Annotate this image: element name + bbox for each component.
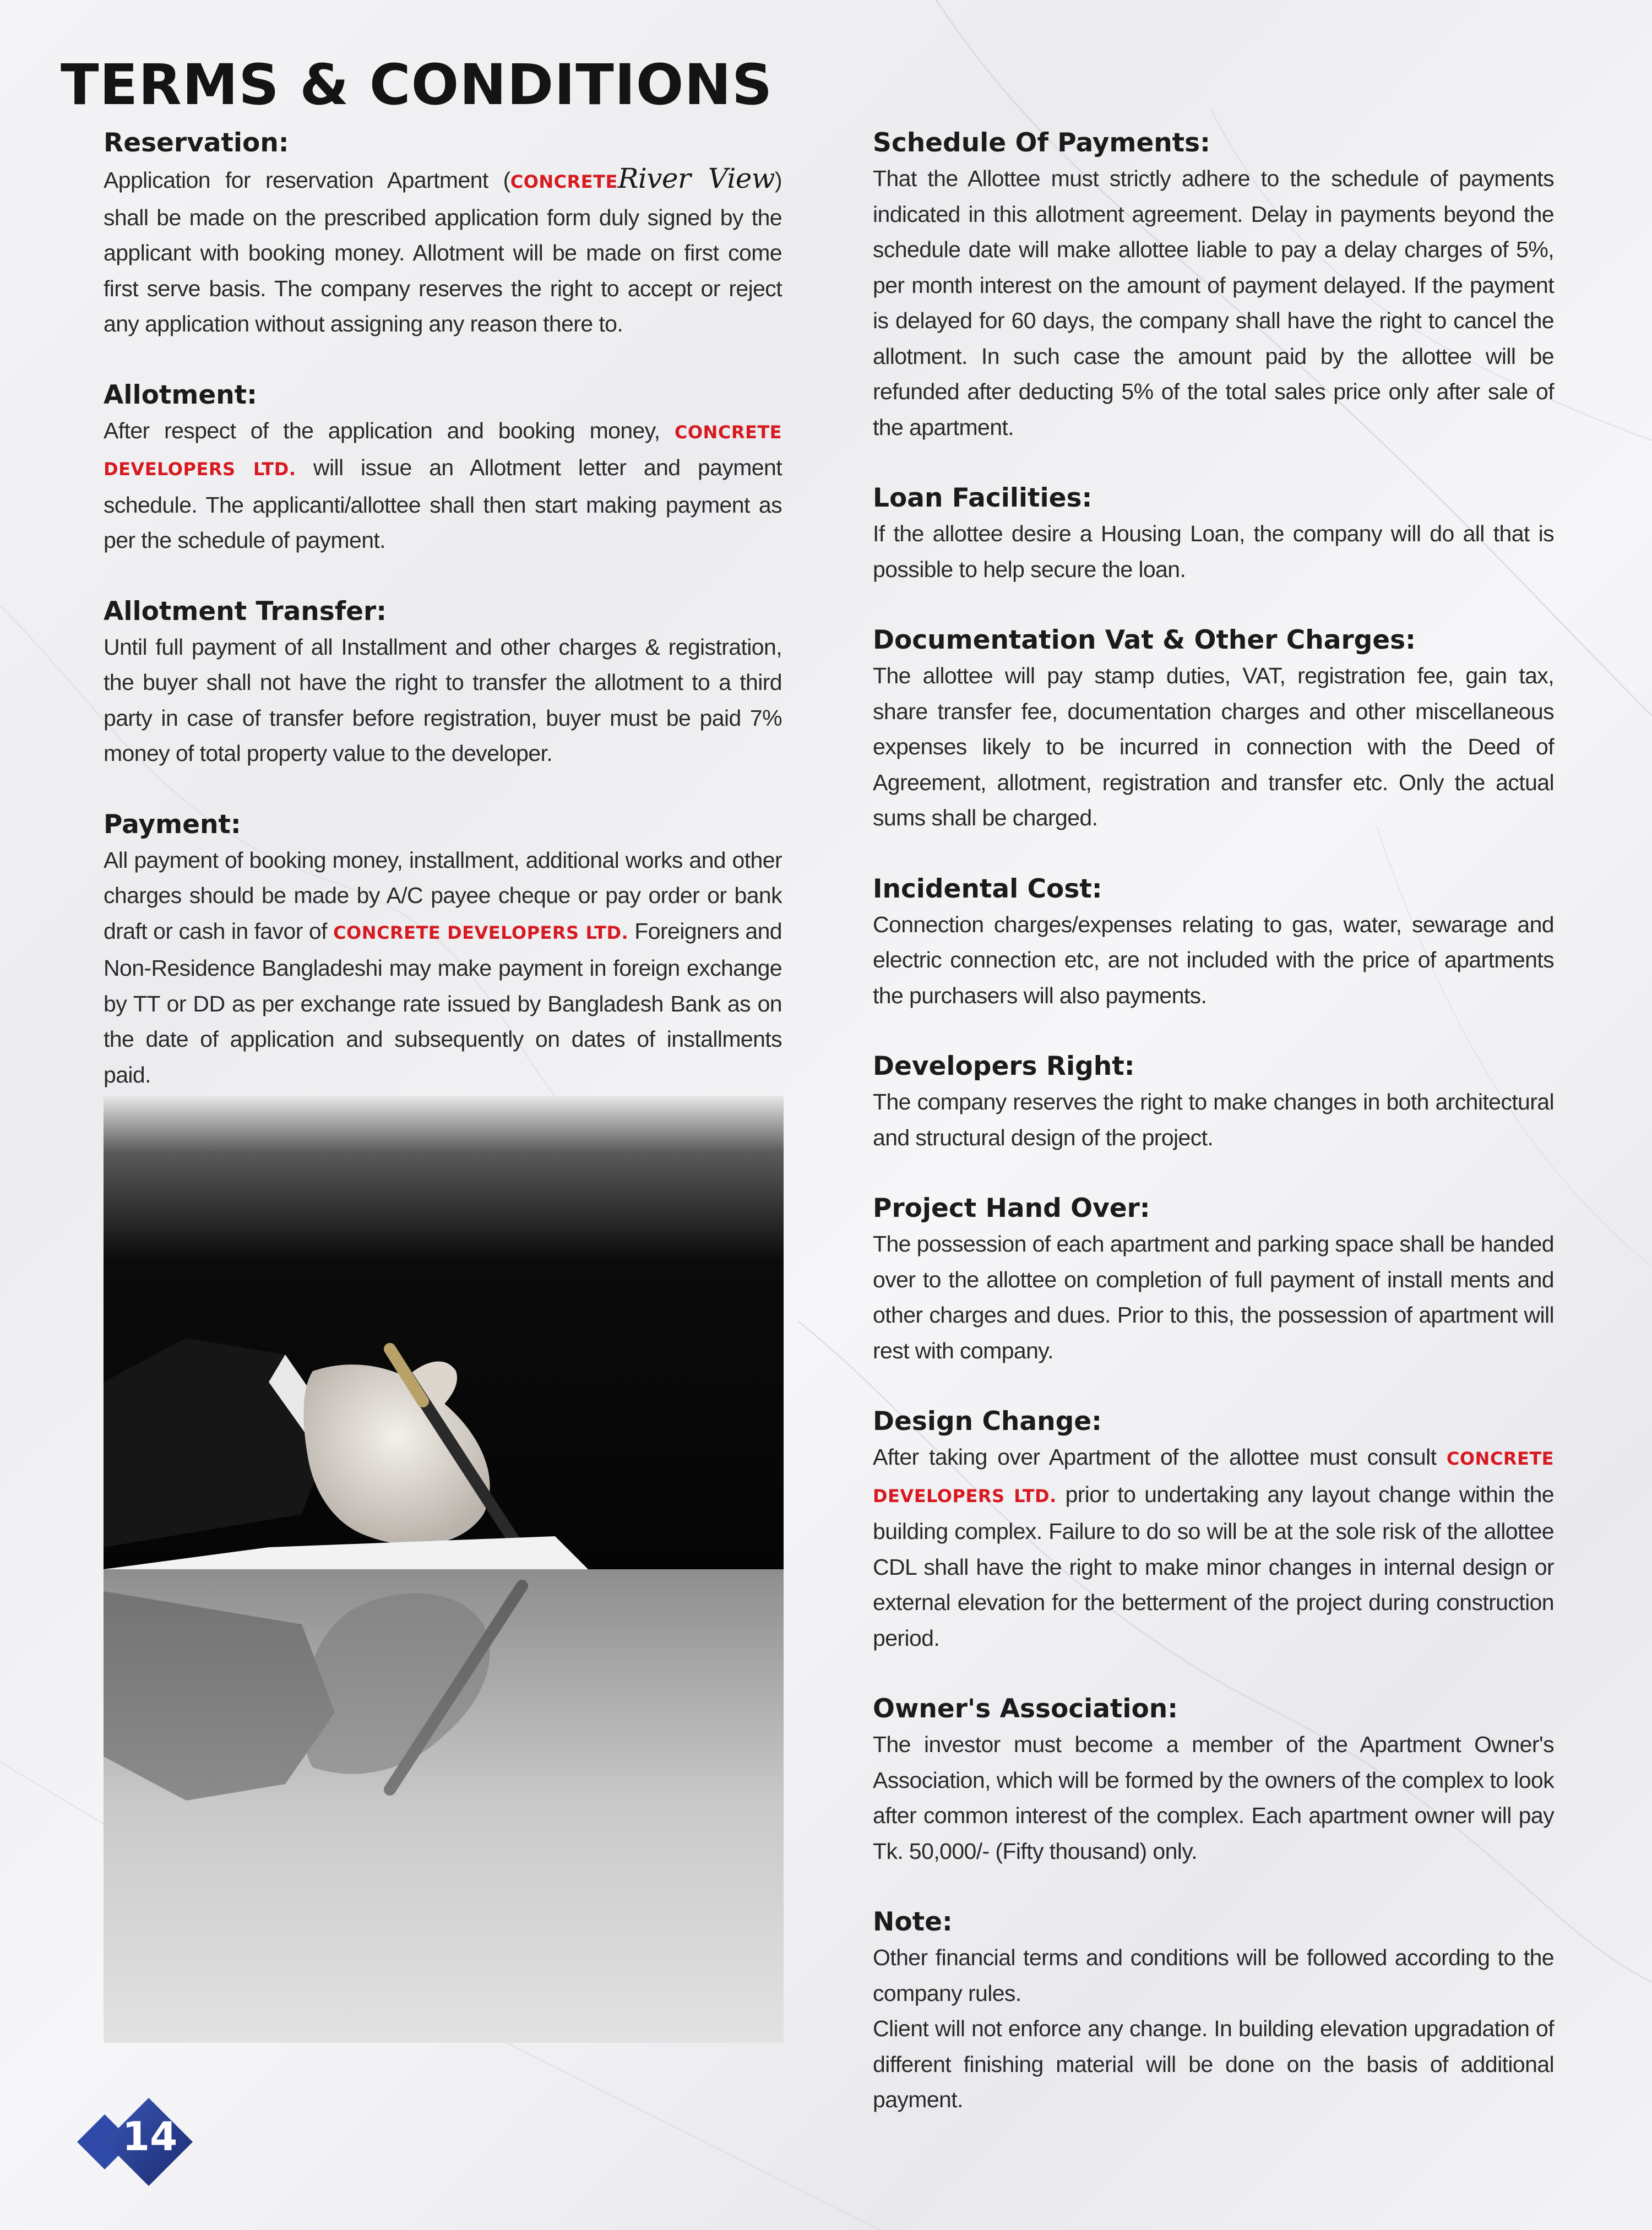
signing-hand-photo bbox=[104, 1096, 784, 2043]
section-heading: Project Hand Over: bbox=[873, 1193, 1150, 1223]
note-line-1: Other financial terms and conditions will be followed according to the company rules. bbox=[873, 1945, 1554, 2006]
section-heading: Reservation: bbox=[104, 128, 289, 158]
note-line-2: Client will not enforce any change. In building elevation upgradation of different finishing material will be done on the basis of additional payment. bbox=[873, 2016, 1554, 2112]
section-text: Application for reservation Apartment (CONCRETERiver View) shall be made on the prescribed application form duly signed by the applicant with booking money. Allotment will be made on first come first serve basis. The company reserves the right to accept or reject any application without assigning any reason there to. bbox=[104, 162, 782, 336]
section-heading: Design Change: bbox=[873, 1406, 1102, 1437]
right-column bbox=[873, 126, 1554, 2153]
section-text: If the allottee desire a Housing Loan, the company will do all that is possible to help secure the loan. bbox=[873, 521, 1554, 582]
section-text: The investor must become a member of the Apartment Owner's Association, which will be formed by the owners of the complex to look after common interest of the complex. Each apartment owner will pay Tk. 50,000/- (Fifty thousand) only. bbox=[873, 1732, 1554, 1864]
brand-company: CONCRETE DEVELOPERS LTD. bbox=[333, 922, 629, 943]
section-reservation bbox=[104, 126, 782, 342]
section-heading: Note: bbox=[873, 1907, 953, 1937]
section-text: The allottee will pay stamp duties, VAT, registration fee, gain tax, share transfer fee, documentation charges and other miscellaneous expenses likely to be incurred in connection with the Deed of Agreement, allotment, registration and transfer etc. Only the actual sums shall be charged. bbox=[873, 663, 1554, 830]
section-text: All payment of booking money, installment, additional works and other charges should be made by A/C payee cheque or pay order or bank draft or cash in favor of CONCRETE DEVELOPERS LTD. Foreigners and Non-Residence Bangladeshi may make payment in foreign exchange by TT or DD as per exchange rate issued by Bangladesh Bank as on the date of application and subsequently on dates of installments paid. bbox=[104, 847, 782, 1087]
section-heading: Documentation Vat & Other Charges: bbox=[873, 625, 1416, 655]
section-owners-association bbox=[873, 1691, 1554, 1869]
section-developers-right bbox=[873, 1049, 1554, 1155]
section-note bbox=[873, 1905, 1554, 2118]
page-number: 14 bbox=[122, 2113, 178, 2160]
section-project-hand-over bbox=[873, 1191, 1554, 1368]
section-heading: Schedule Of Payments: bbox=[873, 128, 1210, 158]
section-heading: Allotment Transfer: bbox=[104, 596, 387, 627]
section-heading: Incidental Cost: bbox=[873, 873, 1102, 904]
section-heading: Loan Facilities: bbox=[873, 483, 1093, 513]
section-documentation bbox=[873, 623, 1554, 836]
section-allotment-transfer bbox=[104, 594, 782, 771]
brand-company: CONCRETE DEVELOPERS LTD. bbox=[104, 421, 782, 480]
section-design-change bbox=[873, 1404, 1554, 1656]
section-heading: Developers Right: bbox=[873, 1051, 1135, 1081]
section-incidental-cost bbox=[873, 872, 1554, 1014]
section-text: Connection charges/expenses relating to gas, water, sewarage and electric connection etc, are not included with the price of apartments the purchasers will also payments. bbox=[873, 911, 1554, 1008]
section-loan-facilities bbox=[873, 481, 1554, 587]
section-schedule-of-payments bbox=[873, 126, 1554, 445]
signing-hand-illustration bbox=[104, 1096, 784, 2043]
section-allotment bbox=[104, 378, 782, 558]
brand-company: CONCRETE DEVELOPERS LTD. bbox=[873, 1448, 1554, 1506]
section-heading: Owner's Association: bbox=[873, 1694, 1178, 1724]
section-heading: Allotment: bbox=[104, 379, 257, 410]
left-column bbox=[104, 126, 782, 1128]
section-text: After taking over Apartment of the allottee must consult CONCRETE DEVELOPERS LTD. prior to undertaking any layout change within the building complex. Failure to do so will be at the sole risk of the allottee CDL shall have the right to make minor changes in internal design or external elevation for the betterment of the project during construction period. bbox=[873, 1444, 1555, 1651]
section-text: The possession of each apartment and parking space shall be handed over to the allottee on completion of full payment of install ments and other charges and dues. Prior to this, the possession of apartment will rest with company. bbox=[873, 1231, 1554, 1363]
brand-concrete: CONCRETE bbox=[510, 171, 618, 192]
section-payment bbox=[104, 807, 782, 1093]
section-heading: Payment: bbox=[104, 809, 241, 840]
section-text: Until full payment of all Installment and other charges & registration, the buyer shall not have the right to transfer the allotment to a third party in case of transfer before registration, buyer must be paid 7% money of total property value to the developer. bbox=[104, 634, 782, 766]
brand-river-view: River View bbox=[617, 162, 775, 194]
section-text: After respect of the application and booking money, CONCRETE DEVELOPERS LTD. will issue an Allotment letter and payment schedule. The applicanti/allottee shall then start making payment as per the schedule of payment. bbox=[104, 417, 782, 553]
section-text: The company reserves the right to make changes in both architectural and structural design of the project. bbox=[873, 1089, 1554, 1150]
page-title: TERMS & CONDITIONS bbox=[61, 52, 773, 118]
section-text: That the Allottee must strictly adhere to the schedule of payments indicated in this allotment agreement. Delay in payments beyond the schedule date will make allottee liable to pay a delay charges of 5%, per month interest on the amount of payment delayed. If the payment is delayed for 60 days, the company shall have the right to cancel the allotment. In such case the amount paid by the allottee will be refunded after deducting 5% of the total sales price only after sale of the apartment. bbox=[873, 166, 1554, 440]
